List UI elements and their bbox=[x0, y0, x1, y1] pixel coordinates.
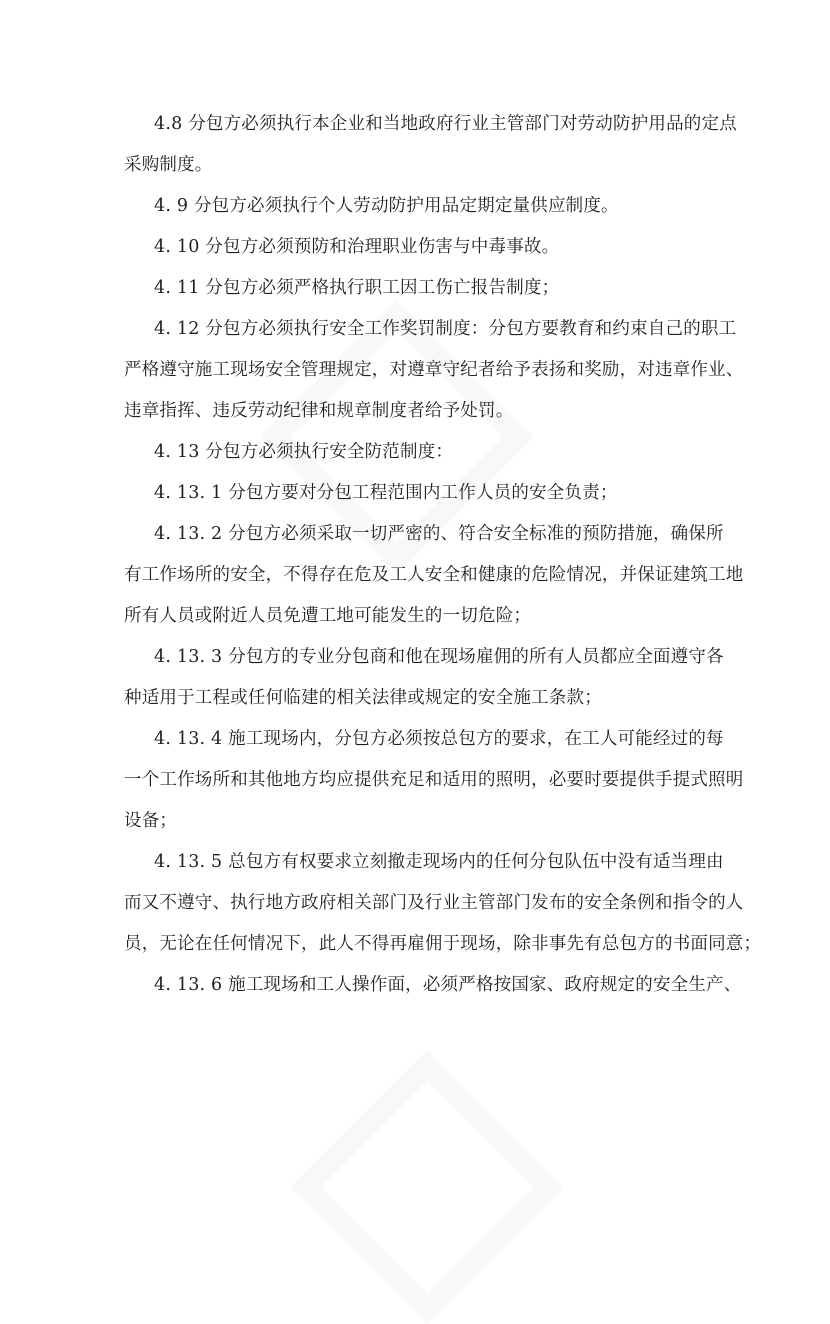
text-line: 所有人员或附近人员免遭工地可能发生的一切危险； bbox=[124, 606, 532, 626]
watermark-stamp bbox=[290, 1050, 564, 1324]
text-line: 严格遵守施工现场安全管理规定，对遵章守纪者给予表扬和奖励，对违章作业、 bbox=[124, 360, 744, 380]
text-line: 4. 13. 4 施工现场内，分包方必须按总包方的要求，在工人可能经过的每 bbox=[154, 729, 724, 749]
text-line: 设备； bbox=[124, 811, 178, 831]
paragraph-4-10 bbox=[124, 227, 714, 268]
text-line: 采购制度。 bbox=[124, 155, 213, 175]
text-line: 4. 13. 2 分包方必须采取一切严密的、符合安全标准的预防措施，确保所 bbox=[154, 524, 724, 544]
paragraph-4-13-3 bbox=[124, 637, 724, 719]
paragraph-4-13-4 bbox=[124, 719, 744, 842]
text-line: 4. 12 分包方必须执行安全工作奖罚制度：分包方要教育和约束自己的职工 bbox=[154, 319, 737, 339]
paragraph-4-13-2 bbox=[124, 514, 744, 637]
text-line: 违章指挥、违反劳动纪律和规章制度者给予处罚。 bbox=[124, 401, 514, 421]
text-line: 4. 13. 6 施工现场和工人操作面，必须严格按国家、政府规定的安全生产、 bbox=[154, 975, 742, 995]
text-line: 有工作场所的安全，不得存在危及工人安全和健康的危险情况，并保证建筑工地 bbox=[124, 565, 744, 585]
paragraph-4-13-5 bbox=[124, 842, 762, 965]
paragraph-4-11 bbox=[124, 268, 714, 309]
paragraph-4-13-6 bbox=[124, 965, 742, 1006]
text-line: 员，无论在任何情况下，此人不得再雇佣于现场，除非事先有总包方的书面同意； bbox=[124, 934, 762, 954]
text-line: 4. 13. 5 总包方有权要求立刻撤走现场内的任何分包队伍中没有适当理由 bbox=[154, 852, 724, 872]
text-line: 一个工作场所和其他地方均应提供充足和适用的照明，必要时要提供手提式照明 bbox=[124, 770, 744, 790]
text-line: 而又不遵守、执行地方政府相关部门及行业主管部门发布的安全条例和指令的人 bbox=[124, 893, 744, 913]
paragraph-4-8 bbox=[124, 104, 737, 186]
text-line: 种适用于工程或任何临建的相关法律或规定的安全施工条款； bbox=[124, 688, 602, 708]
text-line: 4. 13. 3 分包方的专业分包商和他在现场雇佣的所有人员都应全面遵守各 bbox=[154, 647, 724, 667]
text-line: 4.8 分包方必须执行本企业和当地政府行业主管部门对劳动防护用品的定点 bbox=[154, 114, 737, 134]
paragraph-4-13-1 bbox=[124, 473, 714, 514]
paragraph-4-12 bbox=[124, 309, 744, 432]
paragraph-4-9 bbox=[124, 186, 714, 227]
text-line: 4. 13. 1 分包方要对分包工程范围内工作人员的安全负责； bbox=[154, 483, 618, 503]
text-line: 4. 10 分包方必须预防和治理职业伤害与中毒事故。 bbox=[154, 237, 560, 257]
document-body bbox=[124, 104, 762, 1006]
text-line: 4. 11 分包方必须严格执行职工因工伤亡报告制度； bbox=[154, 278, 560, 298]
text-line: 4. 13 分包方必须执行安全防范制度： bbox=[154, 442, 454, 462]
text-line: 4. 9 分包方必须执行个人劳动防护用品定期定量供应制度。 bbox=[154, 196, 619, 216]
paragraph-4-13 bbox=[124, 432, 714, 473]
